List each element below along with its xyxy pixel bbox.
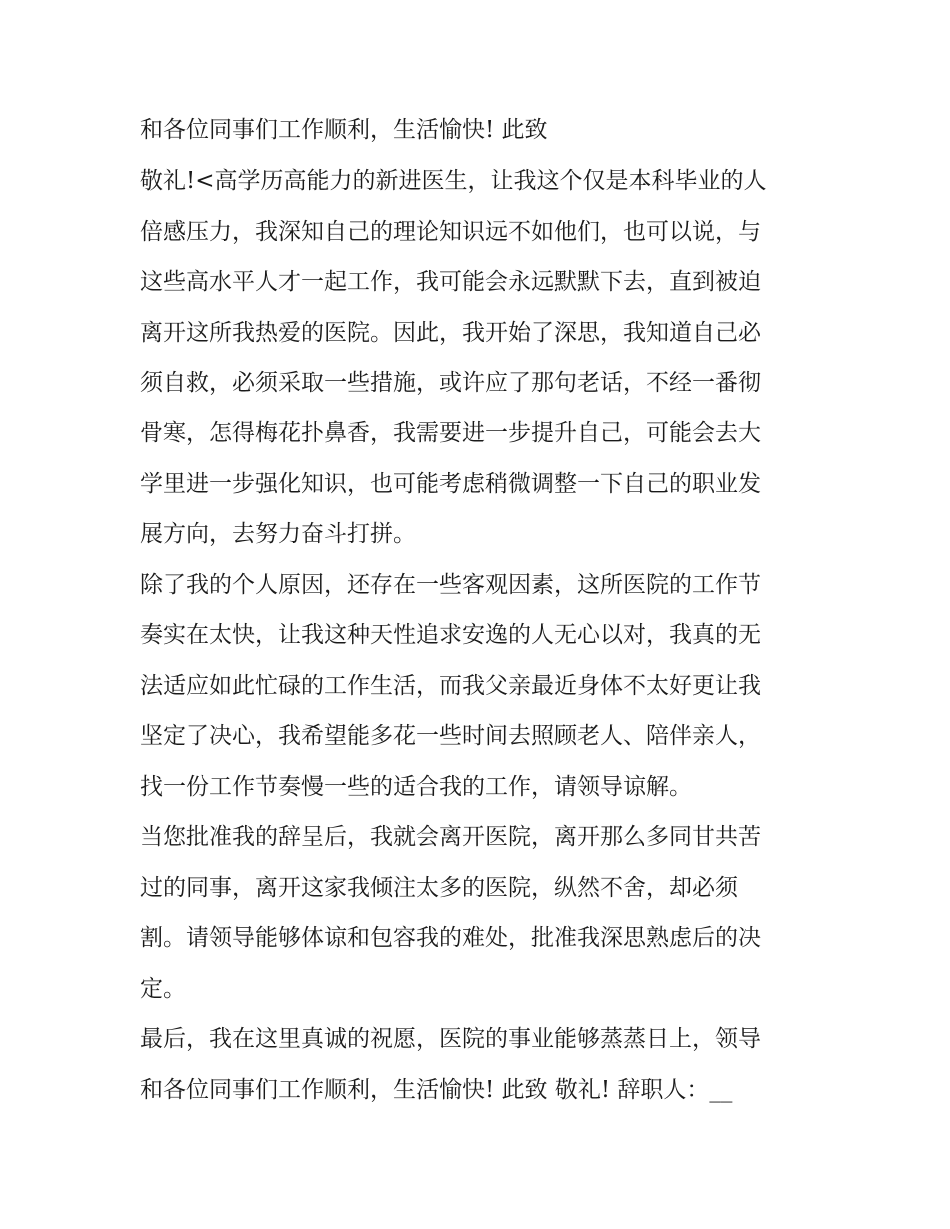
text-line: 过的同事，离开这家我倾注太多的医院，纵然不舍，却必须 — [140, 875, 738, 901]
text-line: 学里进一步强化知识，也可能考虑稍微调整一下自己的职业发 — [140, 471, 761, 497]
text-line: 这些高水平人才一起工作，我可能会永远默默下去，直到被迫 — [140, 269, 761, 295]
text-line: 坚定了决心，我希望能多花一些时间去照顾老人、陪伴亲人， — [140, 723, 761, 749]
text-line: 奏实在太快，让我这种天性追求安逸的人无心以对，我真的无 — [140, 622, 761, 648]
text-line: 除了我的个人原因，还存在一些客观因素，这所医院的工作节 — [140, 572, 761, 598]
text-line: 和各位同事们工作顺利，生活愉快! 此致 — [140, 117, 548, 143]
text-line: 展方向，去努力奋斗打拼。 — [140, 521, 416, 547]
text-line: 骨寒，怎得梅花扑鼻香，我需要进一步提升自己，可能会去大 — [140, 420, 761, 446]
text-line: 敬礼!<高学历高能力的新进医生，让我这个仅是本科毕业的人 — [140, 168, 767, 194]
text-line: 法适应如此忙碌的工作生活，而我父亲最近身体不太好更让我 — [140, 673, 761, 699]
text-line: 须自救，必须采取一些措施，或许应了那句老话，不经一番彻 — [140, 370, 761, 396]
text-line: 当您批准我的辞呈后，我就会离开医院，离开那么多同甘共苦 — [140, 824, 761, 850]
text-line: 割。请领导能够体谅和包容我的难处，批准我深思熟虑后的决 — [140, 925, 761, 951]
text-line: 定。 — [140, 976, 186, 1002]
text-line: 找一份工作节奏慢一些的适合我的工作，请领导谅解。 — [140, 774, 692, 800]
text-line: 和各位同事们工作顺利，生活愉快! 此致 敬礼! 辞职人：__ — [140, 1077, 733, 1103]
text-line: 倍感压力，我深知自己的理论知识远不如他们，也可以说，与 — [140, 219, 761, 245]
text-line: 最后，我在这里真诚的祝愿，医院的事业能够蒸蒸日上，领导 — [140, 1026, 761, 1052]
text-line: 离开这所我热爱的医院。因此，我开始了深思，我知道自己必 — [140, 320, 761, 346]
